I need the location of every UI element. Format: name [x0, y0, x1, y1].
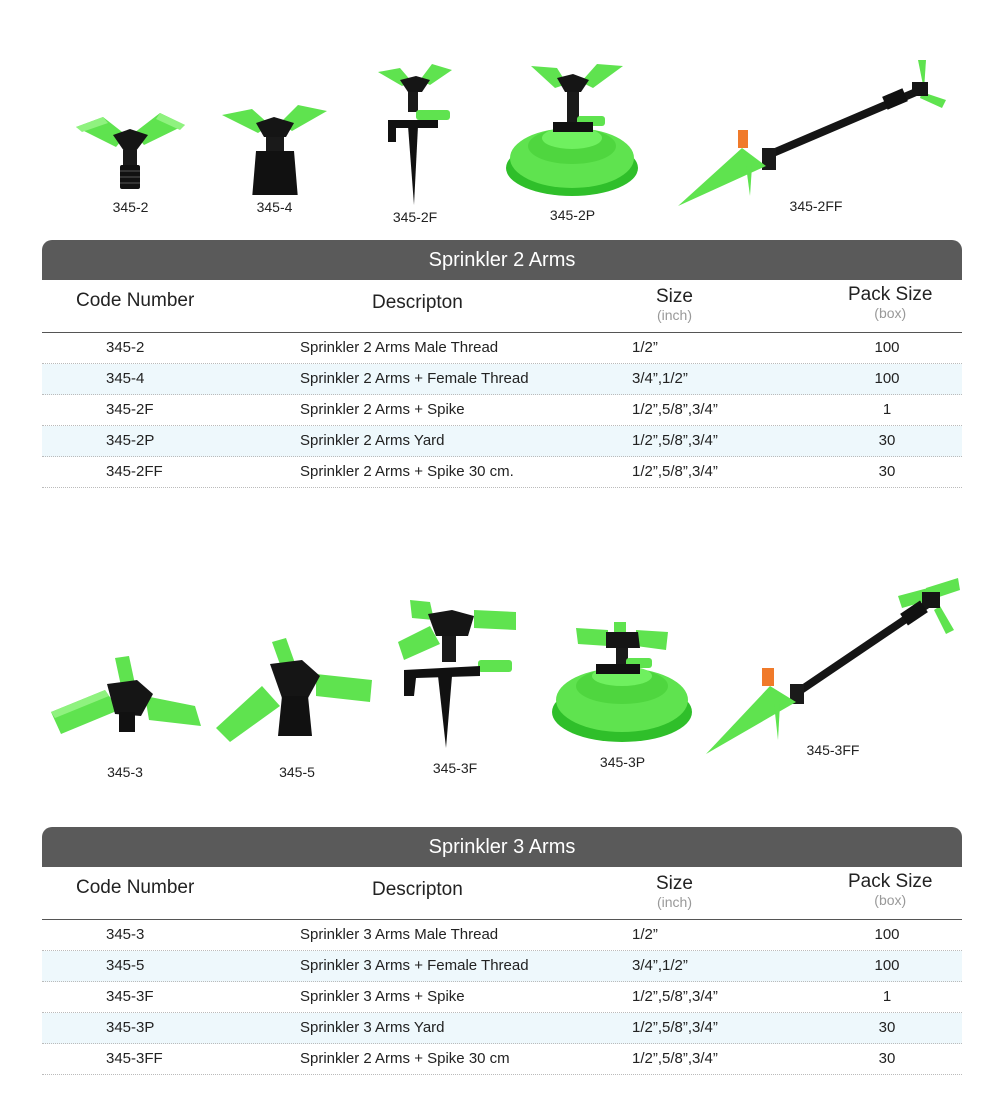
- spec-table-2-arms: [42, 280, 962, 488]
- header-size-label: Size: [656, 286, 693, 307]
- cell-code: 345-2F: [106, 401, 154, 418]
- cell-pack: 30: [878, 463, 896, 480]
- section-title-bar: Sprinkler 3 Arms: [42, 827, 962, 867]
- cell-size: 1/2”: [632, 926, 658, 943]
- table-row: [42, 395, 962, 426]
- header-pack-label: Pack Size: [848, 284, 933, 305]
- cell-description: Sprinkler 2 Arms Yard: [300, 432, 445, 449]
- cell-size: 1/2”,5/8”,3/4”: [632, 988, 718, 1005]
- cell-description: Sprinkler 3 Arms + Spike: [300, 988, 465, 1005]
- spec-table-3-arms: [42, 867, 962, 1075]
- product-code-label: 345-2FF: [789, 198, 843, 214]
- sprinkler-2-arms-female-thread-icon: [212, 95, 337, 195]
- product-code-label: 345-2P: [549, 207, 596, 223]
- header-pack-unit: (box): [874, 892, 907, 908]
- header-description: Descripton: [372, 292, 463, 313]
- product-345-2[interactable]: [68, 95, 193, 215]
- cell-description: Sprinkler 2 Arms + Spike 30 cm.: [300, 463, 514, 480]
- sprinkler-2-arms-spike-icon: [360, 60, 470, 205]
- cell-code: 345-2FF: [106, 463, 163, 480]
- sprinkler-2-arms-male-thread-icon: [68, 95, 193, 195]
- product-345-4[interactable]: [212, 95, 337, 215]
- product-345-2F[interactable]: [360, 60, 470, 225]
- table-row: [42, 426, 962, 457]
- cell-code: 345-5: [106, 957, 145, 974]
- sprinkler-2-arms-yard-icon: [505, 58, 640, 203]
- sprinkler-3-arms-female-thread-icon: [212, 636, 382, 760]
- sprinkler-3-arms-long-spike-icon: [702, 576, 964, 756]
- header-size: [656, 286, 693, 322]
- product-345-3F[interactable]: [390, 596, 520, 776]
- product-code-label: 345-4: [256, 199, 293, 215]
- cell-description: Sprinkler 3 Arms Male Thread: [300, 926, 499, 943]
- header-pack-label: Pack Size: [848, 871, 933, 892]
- table-row: [42, 333, 962, 364]
- cell-pack: 100: [874, 957, 900, 974]
- product-345-2FF[interactable]: [676, 56, 956, 214]
- cell-description: Sprinkler 2 Arms Male Thread: [300, 339, 499, 356]
- header-size-unit: (inch): [656, 894, 692, 910]
- cell-description: Sprinkler 2 Arms + Spike 30 cm: [300, 1050, 510, 1067]
- header-size: [656, 873, 693, 909]
- cell-code: 345-3F: [106, 988, 154, 1005]
- product-345-3[interactable]: [45, 650, 205, 780]
- sprinkler-3-arms-yard-icon: [550, 620, 695, 750]
- table-header: [42, 280, 962, 333]
- cell-code: 345-3P: [106, 1019, 155, 1036]
- cell-description: Sprinkler 2 Arms + Spike: [300, 401, 465, 418]
- cell-pack: 100: [874, 370, 900, 387]
- cell-size: 1/2”,5/8”,3/4”: [632, 432, 718, 449]
- header-pack-unit: (box): [874, 305, 907, 321]
- table-header: [42, 867, 962, 920]
- table-row: [42, 951, 962, 982]
- product-code-label: 345-3: [107, 764, 143, 780]
- product-345-5[interactable]: [212, 636, 382, 780]
- cell-size: 3/4”,1/2”: [632, 957, 688, 974]
- sprinkler-3-arms-spike-icon: [390, 596, 520, 756]
- cell-code: 345-2: [106, 339, 145, 356]
- cell-size: 1/2”,5/8”,3/4”: [632, 1019, 718, 1036]
- header-pack: [848, 871, 932, 907]
- product-code-label: 345-2F: [392, 209, 438, 225]
- table-row: [42, 982, 962, 1013]
- cell-size: 3/4”,1/2”: [632, 370, 688, 387]
- cell-description: Sprinkler 3 Arms Yard: [300, 1019, 445, 1036]
- table-row: [42, 457, 962, 488]
- cell-code: 345-3FF: [106, 1050, 163, 1067]
- header-pack: [848, 284, 932, 320]
- cell-pack: 30: [878, 1019, 896, 1036]
- cell-pack: 100: [874, 926, 900, 943]
- table-row: [42, 920, 962, 951]
- cell-code: 345-4: [106, 370, 145, 387]
- header-size-label: Size: [656, 873, 693, 894]
- cell-size: 1/2”,5/8”,3/4”: [632, 1050, 718, 1067]
- cell-size: 1/2”,5/8”,3/4”: [632, 463, 718, 480]
- header-code: Code Number: [76, 290, 195, 311]
- product-code-label: 345-3P: [599, 754, 646, 770]
- cell-code: 345-3: [106, 926, 145, 943]
- header-description: Descripton: [372, 879, 463, 900]
- product-345-3FF[interactable]: [702, 576, 964, 758]
- sprinkler-3-arms-male-thread-icon: [45, 650, 205, 760]
- product-code-label: 345-3F: [432, 760, 478, 776]
- product-code-label: 345-5: [279, 764, 315, 780]
- table-row: [42, 1044, 962, 1075]
- cell-size: 1/2”: [632, 339, 658, 356]
- header-size-unit: (inch): [656, 307, 692, 323]
- table-row: [42, 1013, 962, 1044]
- section-title-bar: Sprinkler 2 Arms: [42, 240, 962, 280]
- cell-code: 345-2P: [106, 432, 155, 449]
- header-code: Code Number: [76, 877, 195, 898]
- cell-description: Sprinkler 2 Arms + Female Thread: [300, 370, 529, 387]
- product-code-label: 345-2: [112, 199, 149, 215]
- cell-pack: 1: [882, 401, 892, 418]
- product-345-2P[interactable]: [505, 58, 640, 223]
- cell-size: 1/2”,5/8”,3/4”: [632, 401, 718, 418]
- table-row: [42, 364, 962, 395]
- cell-description: Sprinkler 3 Arms + Female Thread: [300, 957, 529, 974]
- cell-pack: 30: [878, 1050, 896, 1067]
- product-code-label: 345-3FF: [806, 742, 860, 758]
- product-345-3P[interactable]: [550, 620, 695, 770]
- cell-pack: 30: [878, 432, 896, 449]
- cell-pack: 100: [874, 339, 900, 356]
- sprinkler-2-arms-long-spike-icon: [676, 56, 956, 208]
- cell-pack: 1: [882, 988, 892, 1005]
